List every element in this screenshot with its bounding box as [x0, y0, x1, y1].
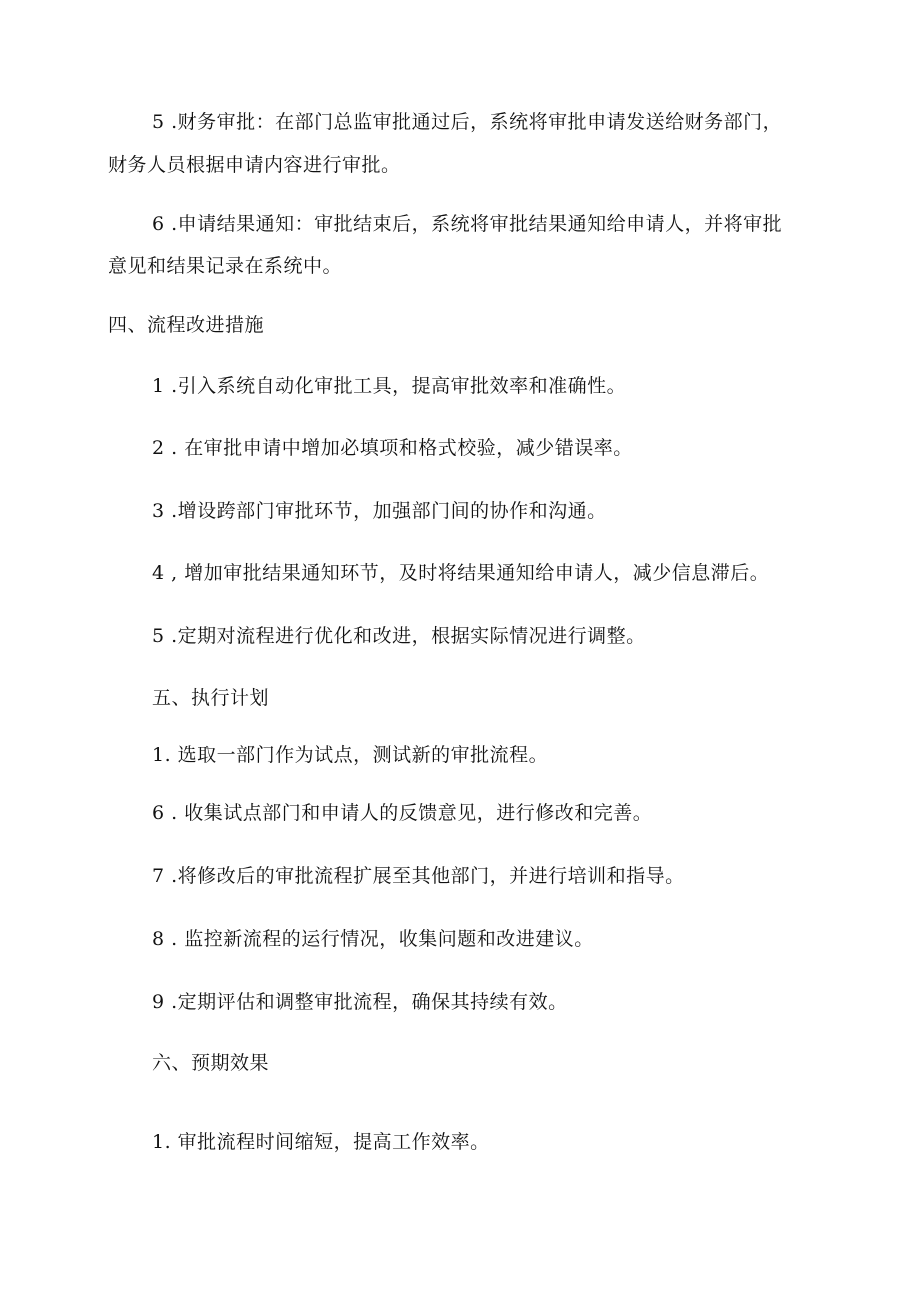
paragraph-6-line-1: 6 .申请结果通知：审批结束后，系统将审批结果通知给申请人，并将审批 — [152, 213, 783, 235]
paragraph-5-line-2: 财务人员根据申请内容进行审批。 — [108, 154, 401, 176]
improvement-item-5: 5 .定期对流程进行优化和改进，根据实际情况进行调整。 — [152, 625, 646, 647]
paragraph-5-line-1: 5 .财务审批：在部门总监审批通过后，系统将审批申请发送给财务部门， — [152, 111, 783, 133]
plan-item-6: 6 . 收集试点部门和申请人的反馈意见，进行修改和完善。 — [152, 802, 653, 824]
plan-item-9: 9 .定期评估和调整审批流程，确保其持续有效。 — [152, 991, 568, 1013]
improvement-item-3: 3 .增设跨部门审批环节，加强部门间的协作和沟通。 — [152, 500, 607, 522]
section-heading-6: 六、预期效果 — [152, 1052, 270, 1074]
plan-item-8: 8 . 监控新流程的运行情况，收集问题和改进建议。 — [152, 928, 594, 950]
result-item-1: 1. 审批流程时间缩短，提高工作效率。 — [152, 1131, 490, 1153]
paragraph-6-line-2: 意见和结果记录在系统中。 — [108, 255, 343, 277]
improvement-item-1: 1 .引入系统自动化审批工具，提高审批效率和准确性。 — [152, 375, 627, 397]
improvement-item-4: 4 , 增加审批结果通知环节，及时将结果通知给申请人，减少信息滞后。 — [152, 562, 770, 584]
improvement-item-2: 2 . 在审批申请中增加必填项和格式校验，减少错误率。 — [152, 437, 633, 459]
plan-item-1: 1. 选取一部门作为试点，测试新的审批流程。 — [152, 744, 549, 766]
section-heading-5: 五、执行计划 — [152, 687, 270, 709]
plan-item-7: 7 .将修改后的审批流程扩展至其他部门，并进行培训和指导。 — [152, 865, 685, 887]
section-heading-4: 四、流程改进措施 — [108, 314, 265, 336]
